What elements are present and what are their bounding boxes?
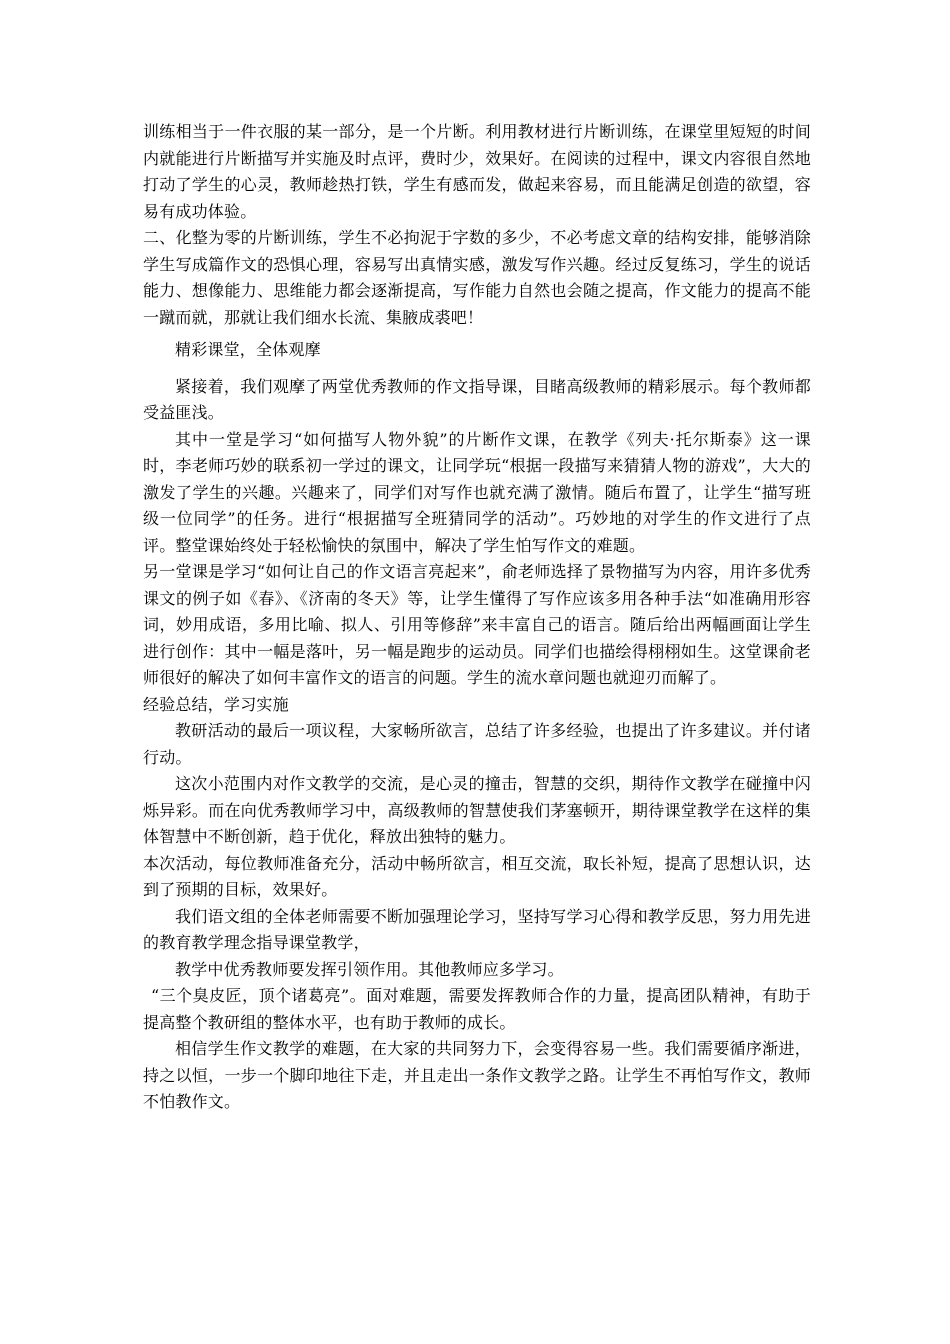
paragraph-observation-intro: 紧接着，我们观摩了两堂优秀教师的作文指导课，目睹高级教师的精彩展示。每个教师都受益匪浅。 xyxy=(143,376,811,422)
paragraph-final-agenda: 教研活动的最后一项议程，大家畅所欲言，总结了许多经验，也提出了许多建议。并付诸行动。 xyxy=(143,721,811,767)
section-heading-summary: 经验总结，学习实施 xyxy=(143,694,289,714)
section-heading-observation: 精彩课堂，全体观摩 xyxy=(175,340,321,359)
document-body xyxy=(143,119,811,1116)
paragraph-second-lesson: 另一堂课是学习“如何让自己的作文语言亮起来”，俞老师选择了景物描写为内容，用许多优秀课文的例子如《春》、《济南的冬天》等，让学生懂得了写作应该多用各种手法“如准确用形容词，妙用成语，多用比喻、拟人、引用等修辞”来丰富自己的语言。随后给出两幅画面让学生进行创作：其中一幅是落叶，另一幅是跑步的运动员。同学们也描绘得栩栩如生。这堂课俞老师很好的解决了如何丰富作文的语言的问题。学生的流水章问题也就迎刃而解了。 xyxy=(143,562,811,687)
paragraph-exchange-value: 这次小范围内对作文教学的交流，是心灵的撞击，智慧的交织，期待作文教学在碰撞中闪烁异彩。而在向优秀教师学习中，高级教师的智慧使我们茅塞顿开，期待课堂教学在这样的集体智慧中不断创新，趋于优化，释放出独特的魅力。 xyxy=(143,774,811,846)
paragraph-first-lesson: 其中一堂是学习“如何描写人物外貌”的片断作文课，在教学《列夫·托尔斯泰》这一课时，李老师巧妙的联系初一学过的课文，让同学玩“根据一段描写来猜猜人物的游戏”，大大的激发了学生的兴趣。兴趣来了，同学们对写作也就充满了激情。随后布置了，让学生“描写班级一位同学”的任务。进行“根据描写全班猜同学的活动”。巧妙地的对学生的作文进行了点评。整堂课始终处于轻松愉快的氛围中，解决了学生怕写作文的难题。 xyxy=(143,429,811,555)
paragraph-conclusion: 相信学生作文教学的难题，在大家的共同努力下，会变得容易一些。我们需要循序渐进，持之以恒，一步一个脚印地往下走，并且走出一条作文教学之路。让学生不再怕写作文，教师不怕教作文。 xyxy=(143,1039,811,1111)
paragraph-leading-role: 教学中优秀教师要发挥引领作用。其他教师应多学习。 xyxy=(175,959,564,979)
paragraph-activity-result: 本次活动，每位教师准备充分，活动中畅所欲言，相互交流，取长补短，提高了思想认识，达到了预期的目标，效果好。 xyxy=(143,853,811,899)
paragraph-theory-study: 我们语文组的全体老师需要不断加强理论学习，坚持写学习心得和教学反思，努力用先进的教育教学理念指导课堂教学， xyxy=(143,906,811,952)
paragraph-point-two: 二、化整为零的片断训练，学生不必拘泥于字数的多少，不必考虑文章的结构安排，能够消除学生写成篇作文的恐惧心理，容易写出真情实感，激发写作兴趣。经过反复练习，学生的说话能力、想像能力、思维能力都会逐渐提高，写作能力自然也会随之提高，作文能力的提高不能一蹴而就，那就让我们细水长流、集腋成裘吧！ xyxy=(143,228,811,327)
paragraph-fragment-training: 训练相当于一件衣服的某一部分，是一个片断。利用教材进行片断训练，在课堂里短短的时间内就能进行片断描写并实施及时点评，费时少，效果好。在阅读的过程中，课文内容很自然地打动了学生的心灵，教师趁热打铁，学生有感而发，做起来容易，而且能满足创造的欲望，容易有成功体验。 xyxy=(143,122,811,221)
paragraph-teamwork: “三个臭皮匠，顶个诸葛亮”。面对难题，需要发挥教师合作的力量，提高团队精神，有助于提高整个教研组的整体水平，也有助于教师的成长。 xyxy=(143,986,811,1032)
